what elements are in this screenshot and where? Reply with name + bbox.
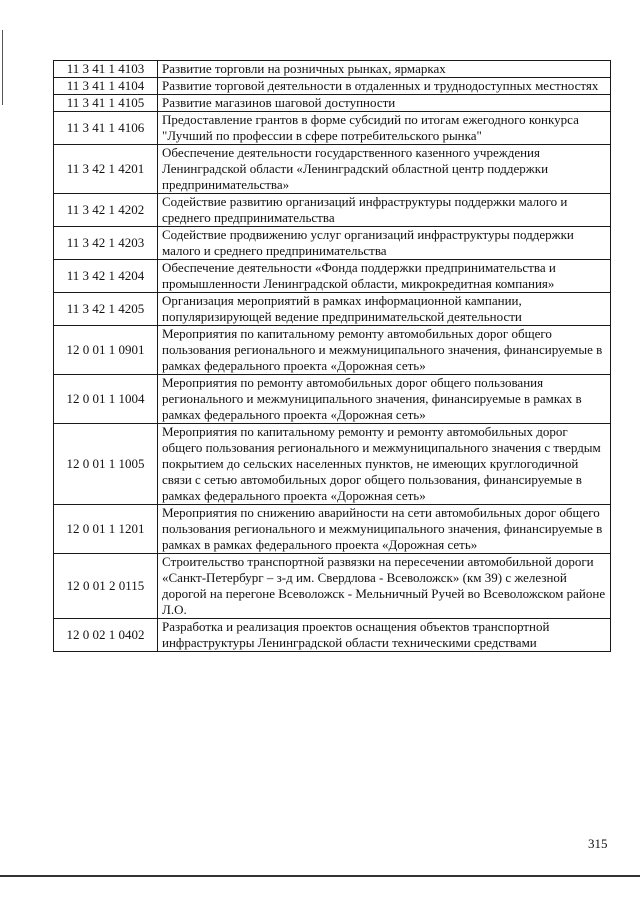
scan-edge-mark: [2, 30, 3, 105]
scan-edge-line: [0, 875, 640, 877]
table-row: [54, 505, 611, 554]
budget-code: 11 3 41 1 4105: [54, 95, 158, 112]
table-row: [54, 424, 611, 505]
budget-code: 11 3 42 1 4203: [54, 227, 158, 260]
page-number: 315: [588, 836, 608, 851]
code-description: Развитие магазинов шаговой доступности: [158, 95, 611, 112]
table-row: [54, 227, 611, 260]
table-row: [54, 112, 611, 145]
code-description: Разработка и реализация проектов оснащения объектов транспортной инфраструктуры Ленинградской области техническими средствами: [158, 619, 611, 652]
code-description: Мероприятия по снижению аварийности на сети автомобильных дорог общего пользования регионального и межмуниципального значения, финансируемые в рамках в рамках федерального проекта «Дорожная сеть»: [158, 505, 611, 554]
budget-code: 12 0 01 1 1005: [54, 424, 158, 505]
code-description: Мероприятия по ремонту автомобильных дорог общего пользования регионального и межмуниципального значения, финансируемые в рамках в рамках федерального проекта «Дорожная сеть»: [158, 375, 611, 424]
budget-code: 12 0 02 1 0402: [54, 619, 158, 652]
budget-code: 11 3 41 1 4103: [54, 61, 158, 78]
budget-code: 11 3 42 1 4202: [54, 194, 158, 227]
code-description: Развитие торговой деятельности в отдаленных и труднодоступных местностях: [158, 78, 611, 95]
table-row: [54, 554, 611, 619]
budget-code: 12 0 01 1 1201: [54, 505, 158, 554]
table-row: [54, 194, 611, 227]
budget-code: 11 3 42 1 4201: [54, 145, 158, 194]
budget-code: 12 0 01 1 0901: [54, 326, 158, 375]
table-row: [54, 78, 611, 95]
code-description: Содействие развитию организаций инфраструктуры поддержки малого и среднего предпринимательства: [158, 194, 611, 227]
budget-codes-table: [53, 60, 611, 652]
code-description: Организация мероприятий в рамках информационной кампании, популяризирующей ведение предпринимательской деятельности: [158, 293, 611, 326]
budget-code: 11 3 41 1 4106: [54, 112, 158, 145]
code-description: Содействие продвижению услуг организаций инфраструктуры поддержки малого и среднего предпринимательства: [158, 227, 611, 260]
table-row: [54, 95, 611, 112]
code-description: Строительство транспортной развязки на пересечении автомобильной дороги «Санкт-Петербург – з-д им. Свердлова - Всеволожск» (км 39) с железной дорогой на перегоне Всеволожск - Мельничный Ручей во Всеволожском районе Л.О.: [158, 554, 611, 619]
table-row: [54, 293, 611, 326]
code-description: Развитие торговли на розничных рынках, ярмарках: [158, 61, 611, 78]
table-row: [54, 326, 611, 375]
table-row: [54, 619, 611, 652]
table-body: [54, 61, 611, 652]
budget-code: 11 3 42 1 4204: [54, 260, 158, 293]
budget-code: 11 3 41 1 4104: [54, 78, 158, 95]
budget-code: 12 0 01 1 1004: [54, 375, 158, 424]
table-row: [54, 145, 611, 194]
table-row: [54, 61, 611, 78]
code-description: Обеспечение деятельности «Фонда поддержки предпринимательства и промышленности Ленинградской области, микрокредитная компания»: [158, 260, 611, 293]
code-description: Обеспечение деятельности государственного казенного учреждения Ленинградской области «Ленинградский областной центр поддержки предпринимательства»: [158, 145, 611, 194]
table-row: [54, 260, 611, 293]
budget-code: 11 3 42 1 4205: [54, 293, 158, 326]
budget-code: 12 0 01 2 0115: [54, 554, 158, 619]
table-row: [54, 375, 611, 424]
code-description: Мероприятия по капитальному ремонту и ремонту автомобильных дорог общего пользования регионального и межмуниципального значения с твердым покрытием до сельских населенных пунктов, не имеющих круглогодичной связи с сетью автомобильных дорог общего пользования, финансируемые в рамках федерального проекта «Дорожная сеть»: [158, 424, 611, 505]
code-description: Мероприятия по капитальному ремонту автомобильных дорог общего пользования регионального и межмуниципального значения, финансируемые в рамках федерального проекта «Дорожная сеть»: [158, 326, 611, 375]
code-description: Предоставление грантов в форме субсидий по итогам ежегодного конкурса "Лучший по профессии в сфере потребительского рынка": [158, 112, 611, 145]
